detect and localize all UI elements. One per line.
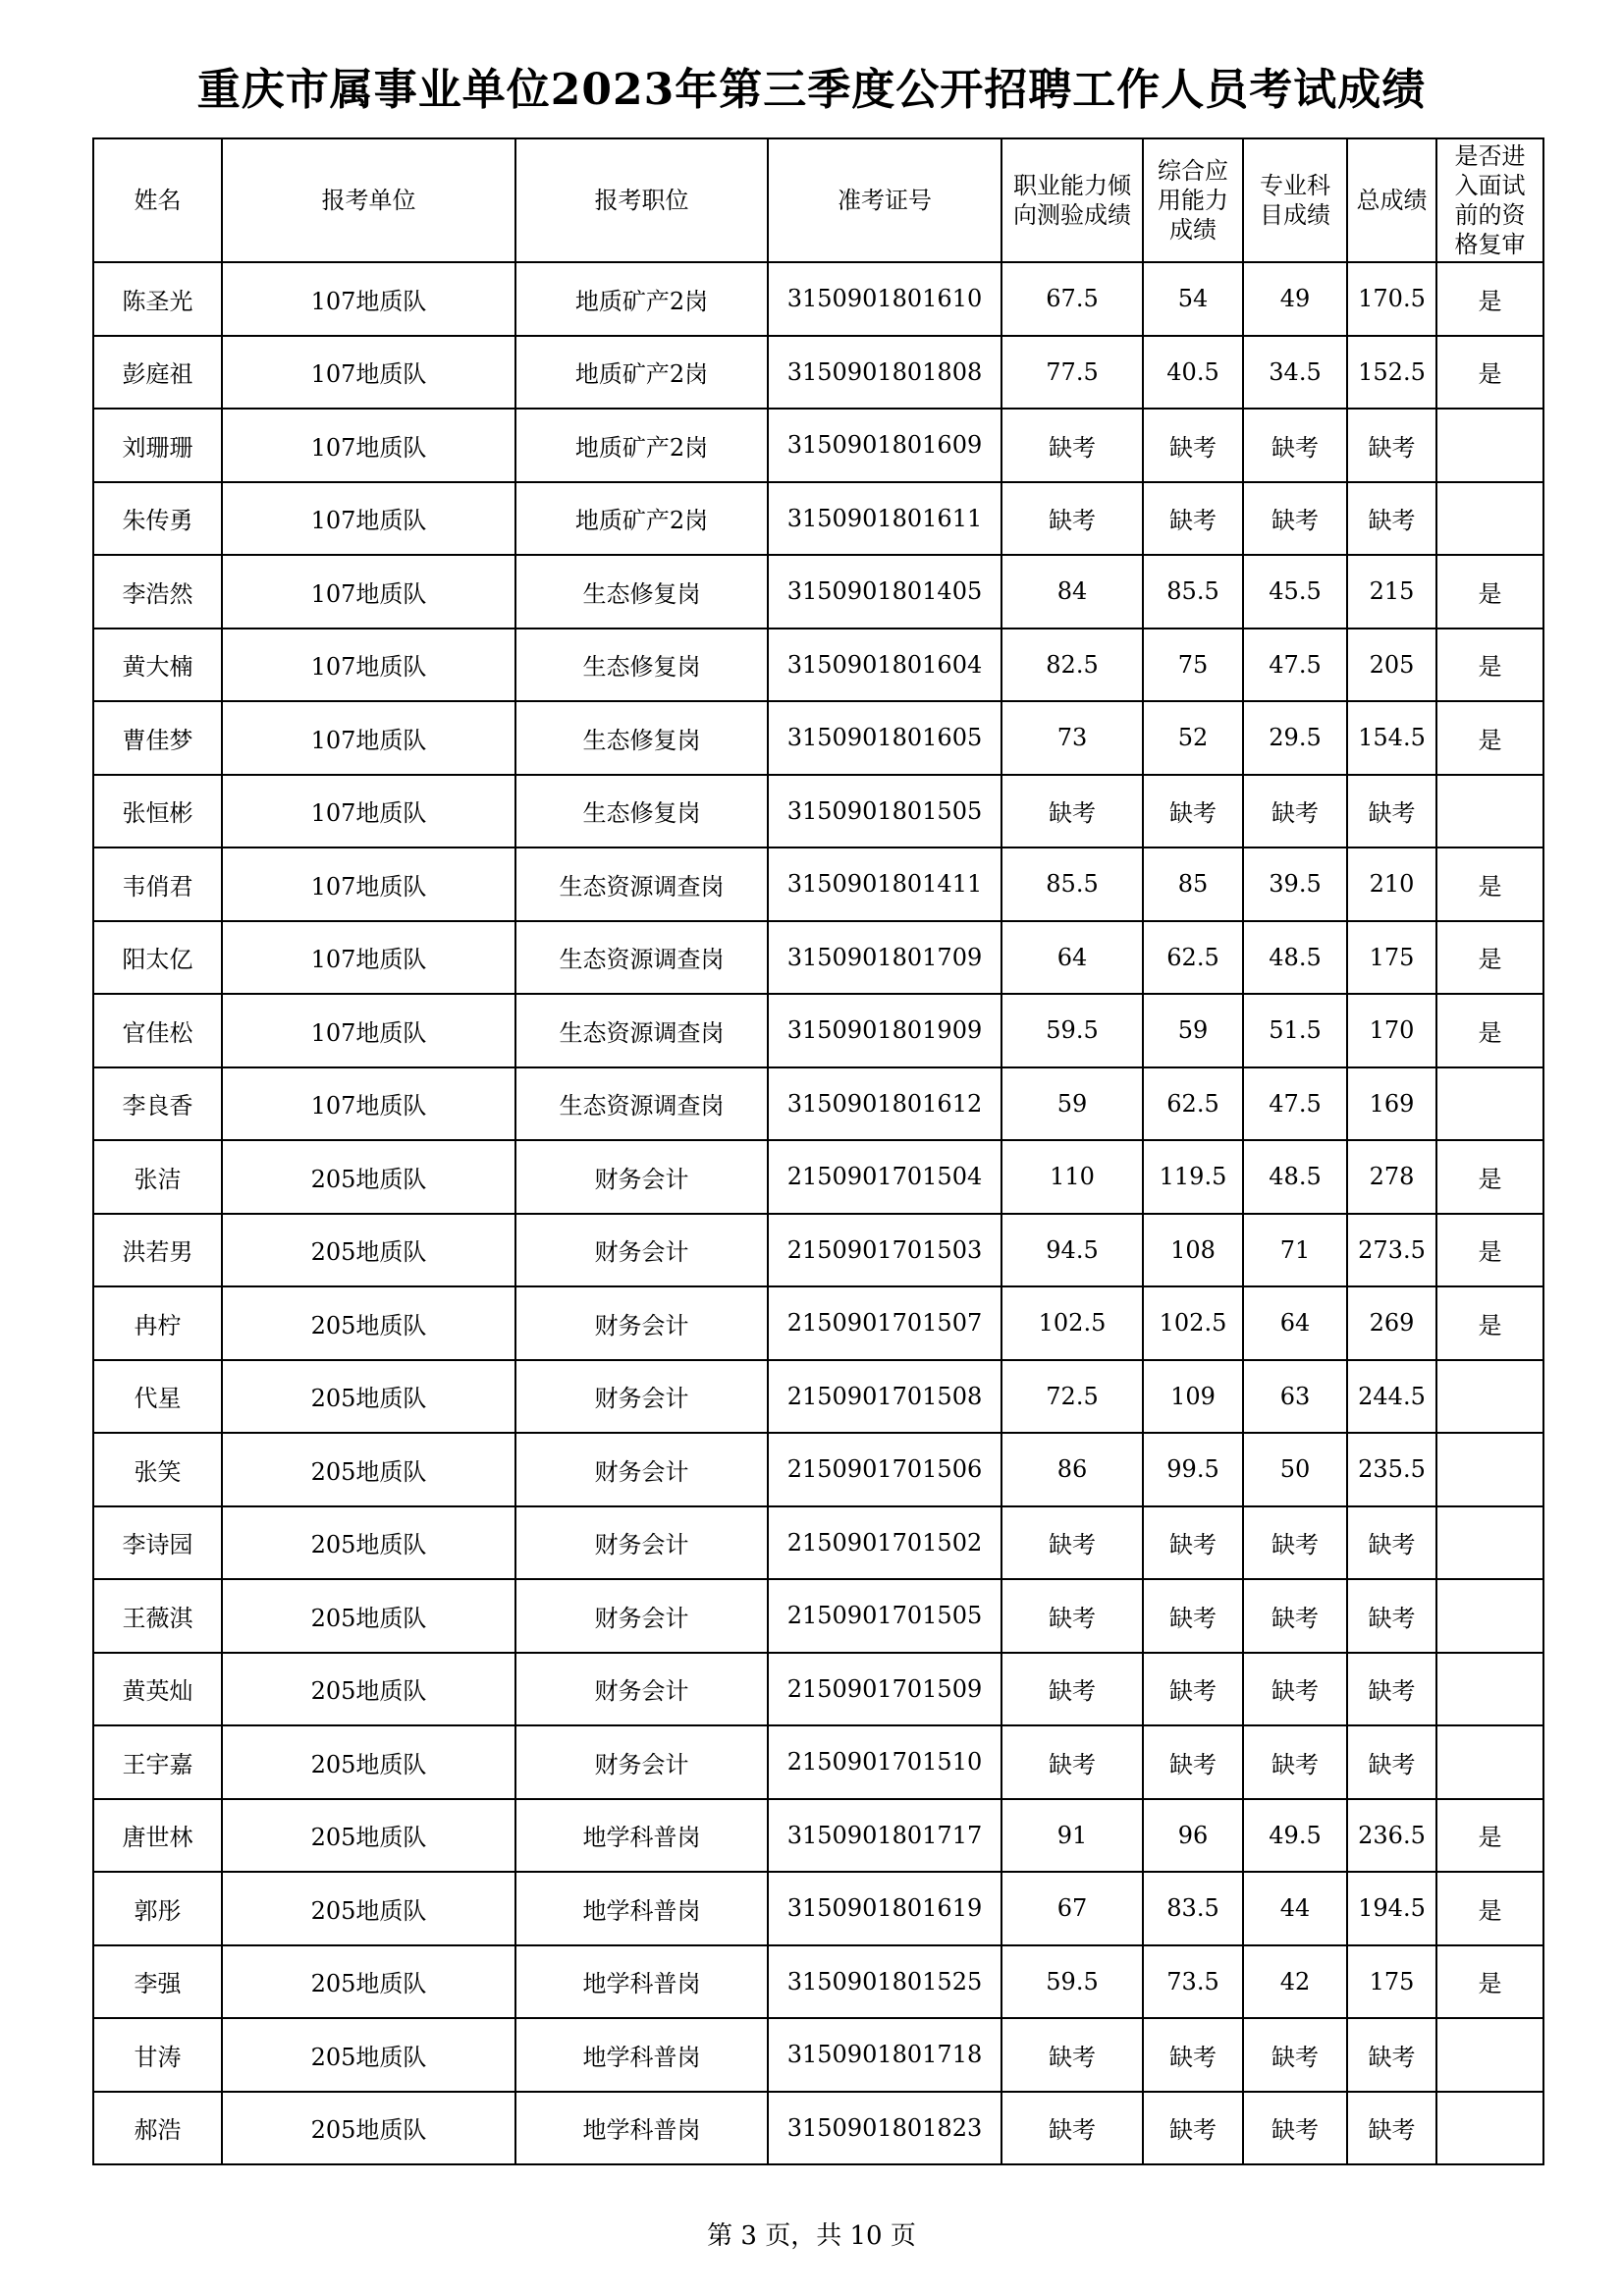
cell-name: 阳太亿 xyxy=(93,921,222,995)
cell-aptitude-score: 缺考 xyxy=(1001,1725,1143,1799)
cell-ticket-number: 3150901801709 xyxy=(768,921,1001,995)
cell-position: 财务会计 xyxy=(515,1286,768,1360)
cell-comprehensive-score: 缺考 xyxy=(1143,482,1243,556)
cell-position: 地质矿产2岗 xyxy=(515,262,768,336)
cell-aptitude-score: 缺考 xyxy=(1001,2018,1143,2092)
cell-unit: 205地质队 xyxy=(222,2092,515,2165)
cell-total-score: 170 xyxy=(1347,994,1436,1067)
header-position: 报考职位 xyxy=(515,138,768,262)
header-aptitude-score: 职业能力倾向测验成绩 xyxy=(1001,138,1143,262)
cell-ticket-number: 3150901801619 xyxy=(768,1872,1001,1945)
cell-aptitude-score: 82.5 xyxy=(1001,629,1143,702)
cell-aptitude-score: 102.5 xyxy=(1001,1286,1143,1360)
cell-total-score: 215 xyxy=(1347,555,1436,629)
cell-professional-score: 缺考 xyxy=(1243,482,1347,556)
cell-name: 王宇嘉 xyxy=(93,1725,222,1799)
cell-position: 生态资源调查岗 xyxy=(515,994,768,1067)
cell-comprehensive-score: 缺考 xyxy=(1143,409,1243,482)
table-row xyxy=(93,1433,1543,1506)
cell-position: 地学科普岗 xyxy=(515,1799,768,1873)
cell-aptitude-score: 59.5 xyxy=(1001,994,1143,1067)
cell-unit: 107地质队 xyxy=(222,409,515,482)
cell-qualified-for-review xyxy=(1436,775,1543,848)
cell-professional-score: 47.5 xyxy=(1243,1067,1347,1141)
cell-unit: 205地质队 xyxy=(222,1725,515,1799)
cell-unit: 205地质队 xyxy=(222,1506,515,1580)
cell-name: 张笑 xyxy=(93,1433,222,1506)
table-row xyxy=(93,262,1543,336)
cell-name: 王薇淇 xyxy=(93,1579,222,1653)
cell-name: 曹佳梦 xyxy=(93,701,222,775)
cell-comprehensive-score: 75 xyxy=(1143,629,1243,702)
cell-aptitude-score: 67 xyxy=(1001,1872,1143,1945)
cell-qualified-for-review xyxy=(1436,1653,1543,1726)
cell-aptitude-score: 59.5 xyxy=(1001,1945,1143,2019)
cell-total-score: 缺考 xyxy=(1347,409,1436,482)
cell-unit: 205地质队 xyxy=(222,1872,515,1945)
table-row xyxy=(93,1872,1543,1945)
cell-ticket-number: 2150901701503 xyxy=(768,1214,1001,1287)
table-row xyxy=(93,409,1543,482)
table-row xyxy=(93,847,1543,921)
cell-professional-score: 48.5 xyxy=(1243,921,1347,995)
cell-position: 生态资源调查岗 xyxy=(515,1067,768,1141)
cell-comprehensive-score: 83.5 xyxy=(1143,1872,1243,1945)
cell-ticket-number: 3150901801405 xyxy=(768,555,1001,629)
header-professional-score: 专业科目成绩 xyxy=(1243,138,1347,262)
cell-position: 地学科普岗 xyxy=(515,1872,768,1945)
cell-comprehensive-score: 62.5 xyxy=(1143,921,1243,995)
cell-position: 生态资源调查岗 xyxy=(515,921,768,995)
header-name: 姓名 xyxy=(93,138,222,262)
cell-aptitude-score: 91 xyxy=(1001,1799,1143,1873)
cell-position: 地学科普岗 xyxy=(515,2018,768,2092)
cell-unit: 107地质队 xyxy=(222,1067,515,1141)
table-row xyxy=(93,1214,1543,1287)
cell-name: 韦俏君 xyxy=(93,847,222,921)
cell-total-score: 235.5 xyxy=(1347,1433,1436,1506)
cell-comprehensive-score: 40.5 xyxy=(1143,336,1243,410)
table-row xyxy=(93,629,1543,702)
cell-aptitude-score: 64 xyxy=(1001,921,1143,995)
cell-name: 张恒彬 xyxy=(93,775,222,848)
cell-ticket-number: 3150901801609 xyxy=(768,409,1001,482)
score-table xyxy=(92,137,1544,2165)
cell-name: 甘涛 xyxy=(93,2018,222,2092)
cell-name: 陈圣光 xyxy=(93,262,222,336)
cell-unit: 107地质队 xyxy=(222,555,515,629)
cell-unit: 205地质队 xyxy=(222,2018,515,2092)
cell-total-score: 169 xyxy=(1347,1067,1436,1141)
cell-position: 生态修复岗 xyxy=(515,775,768,848)
header-comprehensive-score: 综合应用能力成绩 xyxy=(1143,138,1243,262)
cell-ticket-number: 3150901801808 xyxy=(768,336,1001,410)
cell-qualified-for-review xyxy=(1436,1360,1543,1434)
cell-ticket-number: 3150901801611 xyxy=(768,482,1001,556)
table-row xyxy=(93,1506,1543,1580)
cell-position: 财务会计 xyxy=(515,1140,768,1214)
cell-professional-score: 63 xyxy=(1243,1360,1347,1434)
cell-name: 黄英灿 xyxy=(93,1653,222,1726)
cell-name: 李浩然 xyxy=(93,555,222,629)
table-row xyxy=(93,1579,1543,1653)
header-qualified-for-review: 是否进入面试前的资格复审 xyxy=(1436,138,1543,262)
cell-unit: 205地质队 xyxy=(222,1799,515,1873)
cell-professional-score: 71 xyxy=(1243,1214,1347,1287)
cell-comprehensive-score: 108 xyxy=(1143,1214,1243,1287)
cell-name: 唐世林 xyxy=(93,1799,222,1873)
table-row xyxy=(93,1799,1543,1873)
cell-qualified-for-review xyxy=(1436,1067,1543,1141)
cell-name: 黄大楠 xyxy=(93,629,222,702)
cell-total-score: 缺考 xyxy=(1347,2018,1436,2092)
cell-comprehensive-score: 99.5 xyxy=(1143,1433,1243,1506)
cell-qualified-for-review xyxy=(1436,1725,1543,1799)
cell-position: 财务会计 xyxy=(515,1653,768,1726)
header-row xyxy=(93,138,1543,262)
cell-professional-score: 44 xyxy=(1243,1872,1347,1945)
cell-position: 财务会计 xyxy=(515,1579,768,1653)
cell-ticket-number: 2150901701507 xyxy=(768,1286,1001,1360)
cell-name: 彭庭祖 xyxy=(93,336,222,410)
cell-comprehensive-score: 102.5 xyxy=(1143,1286,1243,1360)
cell-professional-score: 64 xyxy=(1243,1286,1347,1360)
cell-professional-score: 缺考 xyxy=(1243,775,1347,848)
cell-ticket-number: 2150901701509 xyxy=(768,1653,1001,1726)
cell-qualified-for-review: 是 xyxy=(1436,1945,1543,2019)
cell-comprehensive-score: 96 xyxy=(1143,1799,1243,1873)
cell-total-score: 269 xyxy=(1347,1286,1436,1360)
document-title: 重庆市属事业单位2023年第三季度公开招聘工作人员考试成绩 xyxy=(196,65,1427,115)
table-row xyxy=(93,1067,1543,1141)
cell-professional-score: 51.5 xyxy=(1243,994,1347,1067)
cell-comprehensive-score: 缺考 xyxy=(1143,1653,1243,1726)
cell-professional-score: 缺考 xyxy=(1243,1579,1347,1653)
cell-name: 张洁 xyxy=(93,1140,222,1214)
cell-aptitude-score: 85.5 xyxy=(1001,847,1143,921)
cell-position: 生态资源调查岗 xyxy=(515,847,768,921)
table-row xyxy=(93,1945,1543,2019)
cell-total-score: 缺考 xyxy=(1347,1725,1436,1799)
table-row xyxy=(93,921,1543,995)
cell-unit: 205地质队 xyxy=(222,1653,515,1726)
cell-comprehensive-score: 62.5 xyxy=(1143,1067,1243,1141)
cell-aptitude-score: 110 xyxy=(1001,1140,1143,1214)
cell-unit: 107地质队 xyxy=(222,847,515,921)
cell-unit: 107地质队 xyxy=(222,775,515,848)
cell-unit: 107地质队 xyxy=(222,921,515,995)
cell-name: 朱传勇 xyxy=(93,482,222,556)
score-table-body xyxy=(93,262,1543,2164)
table-row xyxy=(93,994,1543,1067)
cell-unit: 205地质队 xyxy=(222,1286,515,1360)
cell-professional-score: 缺考 xyxy=(1243,1506,1347,1580)
cell-professional-score: 缺考 xyxy=(1243,409,1347,482)
cell-professional-score: 29.5 xyxy=(1243,701,1347,775)
cell-professional-score: 39.5 xyxy=(1243,847,1347,921)
cell-aptitude-score: 72.5 xyxy=(1001,1360,1143,1434)
table-row xyxy=(93,555,1543,629)
cell-qualified-for-review: 是 xyxy=(1436,262,1543,336)
cell-name: 李强 xyxy=(93,1945,222,2019)
cell-comprehensive-score: 缺考 xyxy=(1143,2018,1243,2092)
cell-total-score: 170.5 xyxy=(1347,262,1436,336)
cell-qualified-for-review: 是 xyxy=(1436,701,1543,775)
cell-qualified-for-review xyxy=(1436,1506,1543,1580)
table-row xyxy=(93,1653,1543,1726)
cell-ticket-number: 2150901701502 xyxy=(768,1506,1001,1580)
cell-comprehensive-score: 52 xyxy=(1143,701,1243,775)
cell-total-score: 154.5 xyxy=(1347,701,1436,775)
cell-comprehensive-score: 85.5 xyxy=(1143,555,1243,629)
cell-comprehensive-score: 缺考 xyxy=(1143,1579,1243,1653)
cell-ticket-number: 3150901801604 xyxy=(768,629,1001,702)
cell-total-score: 210 xyxy=(1347,847,1436,921)
cell-name: 冉柠 xyxy=(93,1286,222,1360)
cell-qualified-for-review xyxy=(1436,1579,1543,1653)
cell-ticket-number: 2150901701505 xyxy=(768,1579,1001,1653)
page-footer: 第 3 页，共 10 页 xyxy=(707,2221,916,2251)
cell-name: 代星 xyxy=(93,1360,222,1434)
cell-aptitude-score: 84 xyxy=(1001,555,1143,629)
cell-aptitude-score: 67.5 xyxy=(1001,262,1143,336)
cell-qualified-for-review: 是 xyxy=(1436,1286,1543,1360)
cell-total-score: 273.5 xyxy=(1347,1214,1436,1287)
cell-aptitude-score: 缺考 xyxy=(1001,1506,1143,1580)
cell-aptitude-score: 86 xyxy=(1001,1433,1143,1506)
header-ticket-number: 准考证号 xyxy=(768,138,1001,262)
cell-position: 财务会计 xyxy=(515,1506,768,1580)
table-row xyxy=(93,2018,1543,2092)
cell-total-score: 175 xyxy=(1347,921,1436,995)
header-total-score: 总成绩 xyxy=(1347,138,1436,262)
cell-unit: 107地质队 xyxy=(222,701,515,775)
cell-comprehensive-score: 119.5 xyxy=(1143,1140,1243,1214)
cell-comprehensive-score: 109 xyxy=(1143,1360,1243,1434)
cell-total-score: 205 xyxy=(1347,629,1436,702)
cell-name: 李良香 xyxy=(93,1067,222,1141)
cell-qualified-for-review: 是 xyxy=(1436,336,1543,410)
cell-aptitude-score: 缺考 xyxy=(1001,2092,1143,2165)
cell-unit: 107地质队 xyxy=(222,994,515,1067)
cell-ticket-number: 2150901701510 xyxy=(768,1725,1001,1799)
cell-name: 郝浩 xyxy=(93,2092,222,2165)
cell-ticket-number: 3150901801411 xyxy=(768,847,1001,921)
cell-comprehensive-score: 缺考 xyxy=(1143,1506,1243,1580)
cell-aptitude-score: 73 xyxy=(1001,701,1143,775)
cell-qualified-for-review xyxy=(1436,2018,1543,2092)
cell-total-score: 缺考 xyxy=(1347,482,1436,556)
table-row xyxy=(93,701,1543,775)
cell-position: 地学科普岗 xyxy=(515,1945,768,2019)
cell-total-score: 278 xyxy=(1347,1140,1436,1214)
cell-ticket-number: 3150901801525 xyxy=(768,1945,1001,2019)
cell-professional-score: 缺考 xyxy=(1243,1725,1347,1799)
cell-professional-score: 缺考 xyxy=(1243,1653,1347,1726)
cell-total-score: 缺考 xyxy=(1347,2092,1436,2165)
cell-professional-score: 45.5 xyxy=(1243,555,1347,629)
cell-position: 财务会计 xyxy=(515,1214,768,1287)
cell-name: 刘珊珊 xyxy=(93,409,222,482)
cell-comprehensive-score: 85 xyxy=(1143,847,1243,921)
header-unit: 报考单位 xyxy=(222,138,515,262)
cell-professional-score: 47.5 xyxy=(1243,629,1347,702)
cell-ticket-number: 3150901801909 xyxy=(768,994,1001,1067)
cell-position: 财务会计 xyxy=(515,1433,768,1506)
cell-aptitude-score: 缺考 xyxy=(1001,1579,1143,1653)
cell-unit: 107地质队 xyxy=(222,629,515,702)
cell-qualified-for-review: 是 xyxy=(1436,994,1543,1067)
cell-name: 李诗园 xyxy=(93,1506,222,1580)
cell-qualified-for-review: 是 xyxy=(1436,921,1543,995)
cell-position: 地质矿产2岗 xyxy=(515,409,768,482)
cell-qualified-for-review: 是 xyxy=(1436,847,1543,921)
cell-unit: 107地质队 xyxy=(222,482,515,556)
cell-total-score: 缺考 xyxy=(1347,1506,1436,1580)
cell-comprehensive-score: 缺考 xyxy=(1143,775,1243,848)
cell-total-score: 152.5 xyxy=(1347,336,1436,410)
cell-aptitude-score: 缺考 xyxy=(1001,775,1143,848)
cell-ticket-number: 3150901801718 xyxy=(768,2018,1001,2092)
table-row xyxy=(93,336,1543,410)
cell-unit: 205地质队 xyxy=(222,1945,515,2019)
table-row xyxy=(93,775,1543,848)
cell-total-score: 缺考 xyxy=(1347,775,1436,848)
cell-unit: 205地质队 xyxy=(222,1579,515,1653)
cell-qualified-for-review: 是 xyxy=(1436,1872,1543,1945)
cell-total-score: 244.5 xyxy=(1347,1360,1436,1434)
cell-ticket-number: 3150901801717 xyxy=(768,1799,1001,1873)
cell-unit: 205地质队 xyxy=(222,1214,515,1287)
cell-comprehensive-score: 73.5 xyxy=(1143,1945,1243,2019)
cell-position: 财务会计 xyxy=(515,1725,768,1799)
cell-name: 洪若男 xyxy=(93,1214,222,1287)
cell-position: 地学科普岗 xyxy=(515,2092,768,2165)
cell-professional-score: 48.5 xyxy=(1243,1140,1347,1214)
cell-qualified-for-review xyxy=(1436,2092,1543,2165)
cell-total-score: 175 xyxy=(1347,1945,1436,2019)
cell-qualified-for-review: 是 xyxy=(1436,1140,1543,1214)
cell-ticket-number: 3150901801605 xyxy=(768,701,1001,775)
cell-professional-score: 50 xyxy=(1243,1433,1347,1506)
table-row xyxy=(93,1140,1543,1214)
cell-qualified-for-review: 是 xyxy=(1436,1214,1543,1287)
table-row xyxy=(93,2092,1543,2165)
cell-total-score: 194.5 xyxy=(1347,1872,1436,1945)
cell-aptitude-score: 94.5 xyxy=(1001,1214,1143,1287)
cell-total-score: 缺考 xyxy=(1347,1579,1436,1653)
cell-ticket-number: 3150901801612 xyxy=(768,1067,1001,1141)
cell-aptitude-score: 缺考 xyxy=(1001,1653,1143,1726)
cell-position: 财务会计 xyxy=(515,1360,768,1434)
cell-unit: 205地质队 xyxy=(222,1140,515,1214)
cell-professional-score: 49.5 xyxy=(1243,1799,1347,1873)
cell-professional-score: 49 xyxy=(1243,262,1347,336)
cell-position: 生态修复岗 xyxy=(515,701,768,775)
cell-ticket-number: 2150901701504 xyxy=(768,1140,1001,1214)
cell-qualified-for-review xyxy=(1436,1433,1543,1506)
cell-unit: 107地质队 xyxy=(222,336,515,410)
cell-aptitude-score: 缺考 xyxy=(1001,409,1143,482)
cell-unit: 205地质队 xyxy=(222,1433,515,1506)
cell-qualified-for-review xyxy=(1436,482,1543,556)
cell-professional-score: 缺考 xyxy=(1243,2092,1347,2165)
cell-unit: 107地质队 xyxy=(222,262,515,336)
cell-total-score: 缺考 xyxy=(1347,1653,1436,1726)
cell-comprehensive-score: 54 xyxy=(1143,262,1243,336)
cell-ticket-number: 3150901801610 xyxy=(768,262,1001,336)
table-row xyxy=(93,1286,1543,1360)
cell-professional-score: 42 xyxy=(1243,1945,1347,2019)
cell-professional-score: 34.5 xyxy=(1243,336,1347,410)
cell-name: 郭彤 xyxy=(93,1872,222,1945)
cell-total-score: 236.5 xyxy=(1347,1799,1436,1873)
cell-comprehensive-score: 缺考 xyxy=(1143,1725,1243,1799)
cell-ticket-number: 3150901801505 xyxy=(768,775,1001,848)
cell-qualified-for-review xyxy=(1436,409,1543,482)
cell-qualified-for-review: 是 xyxy=(1436,629,1543,702)
cell-comprehensive-score: 59 xyxy=(1143,994,1243,1067)
cell-unit: 205地质队 xyxy=(222,1360,515,1434)
cell-position: 生态修复岗 xyxy=(515,555,768,629)
cell-comprehensive-score: 缺考 xyxy=(1143,2092,1243,2165)
cell-name: 官佳松 xyxy=(93,994,222,1067)
cell-aptitude-score: 77.5 xyxy=(1001,336,1143,410)
cell-ticket-number: 3150901801823 xyxy=(768,2092,1001,2165)
table-row xyxy=(93,1360,1543,1434)
cell-professional-score: 缺考 xyxy=(1243,2018,1347,2092)
cell-position: 生态修复岗 xyxy=(515,629,768,702)
cell-qualified-for-review: 是 xyxy=(1436,555,1543,629)
cell-position: 地质矿产2岗 xyxy=(515,482,768,556)
table-row xyxy=(93,482,1543,556)
cell-ticket-number: 2150901701506 xyxy=(768,1433,1001,1506)
cell-qualified-for-review: 是 xyxy=(1436,1799,1543,1873)
cell-ticket-number: 2150901701508 xyxy=(768,1360,1001,1434)
table-row xyxy=(93,1725,1543,1799)
cell-position: 地质矿产2岗 xyxy=(515,336,768,410)
cell-aptitude-score: 59 xyxy=(1001,1067,1143,1141)
cell-aptitude-score: 缺考 xyxy=(1001,482,1143,556)
